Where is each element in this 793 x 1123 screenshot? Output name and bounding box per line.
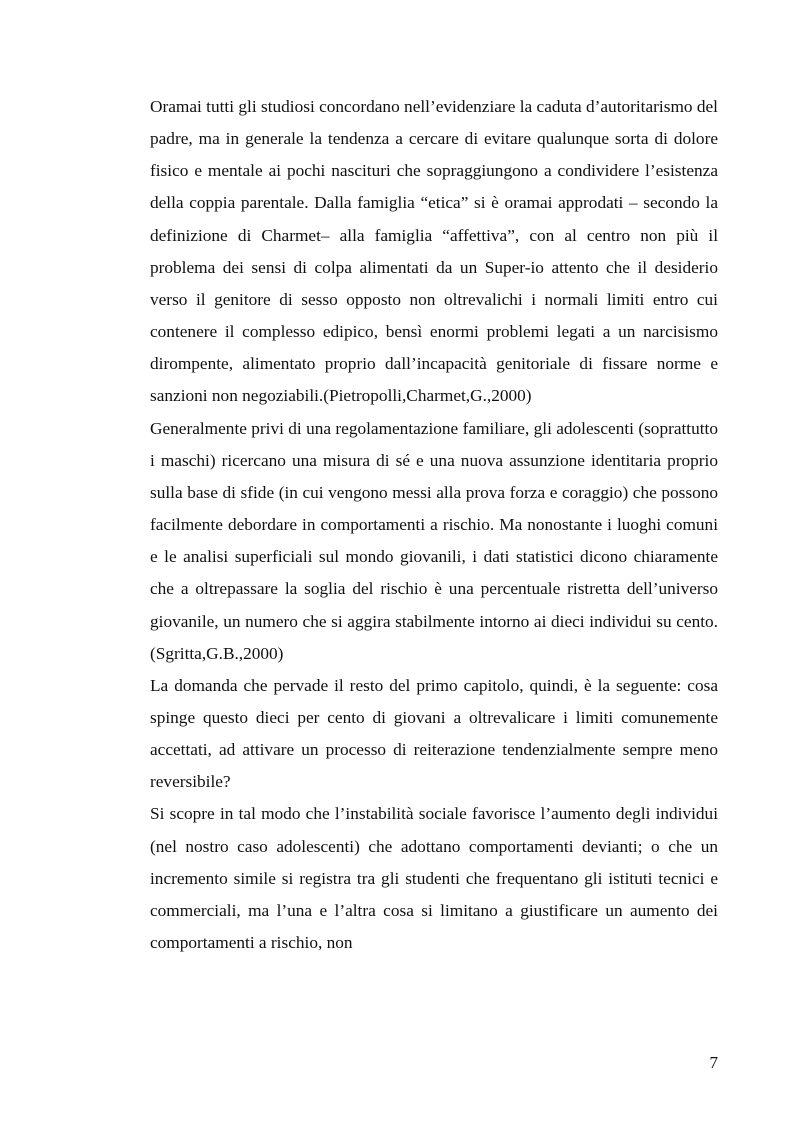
body-text [150, 91, 718, 959]
page-number: 7 [709, 1053, 718, 1072]
paragraph-2: Generalmente privi di una regolamentazione familiare, gli adolescenti (soprattutto i maschi) ricercano una misura di sé e una nuova assunzione identitaria proprio sulla base di sfide (in cui vengono messi alla prova forza e coraggio) che possono facilmente debordare in comportamenti a rischio. Ma nonostante i luoghi comuni e le analisi superficiali sul mondo giovanili, i dati statistici dicono chiaramente che a oltrepassare la soglia del rischio è una percentuale ristretta dell’universo giovanile, un numero che si aggira stabilmente intorno ai dieci individui su cento.(Sgritta,G.B.,2000) [150, 418, 718, 663]
paragraph-1: Oramai tutti gli studiosi concordano nell’evidenziare la caduta d’autoritarismo del padre, ma in generale la tendenza a cercare di evitare qualunque sorta di dolore fisico e mentale ai pochi nascituri che sopraggiungono a condividere l’esistenza della coppia parentale. Dalla famiglia “etica” si è oramai approdati – secondo la definizione di Charmet– alla famiglia “affettiva”, con al centro non più il problema dei sensi di colpa alimentati da un Super-io attento che il desiderio verso il genitore di sesso opposto non oltrevalichi i normali limiti entro cui contenere il complesso edipico, bensì enormi problemi legati a un narcisismo dirompente, alimentato proprio dall’incapacità genitoriale di fissare norme e sanzioni non negoziabili.(Pietropolli,Charmet,G.,2000) [150, 97, 718, 406]
paragraph-3: La domanda che pervade il resto del primo capitolo, quindi, è la seguente: cosa spinge questo dieci per cento di giovani a oltrevalicare i limiti comunemente accettati, ad attivare un processo di reiterazione tendenzialmente sempre meno reversibile? [150, 675, 718, 792]
paragraph-4: Si scopre in tal modo che l’instabilità sociale favorisce l’aumento degli individui (nel nostro caso adolescenti) che adottano comportamenti devianti; o che un incremento simile si registra tra gli studenti che frequentano gli istituti tecnici e commerciali, ma l’una e l’altra cosa si limitano a giustificare un aumento dei comportamenti a rischio, non [150, 804, 718, 953]
